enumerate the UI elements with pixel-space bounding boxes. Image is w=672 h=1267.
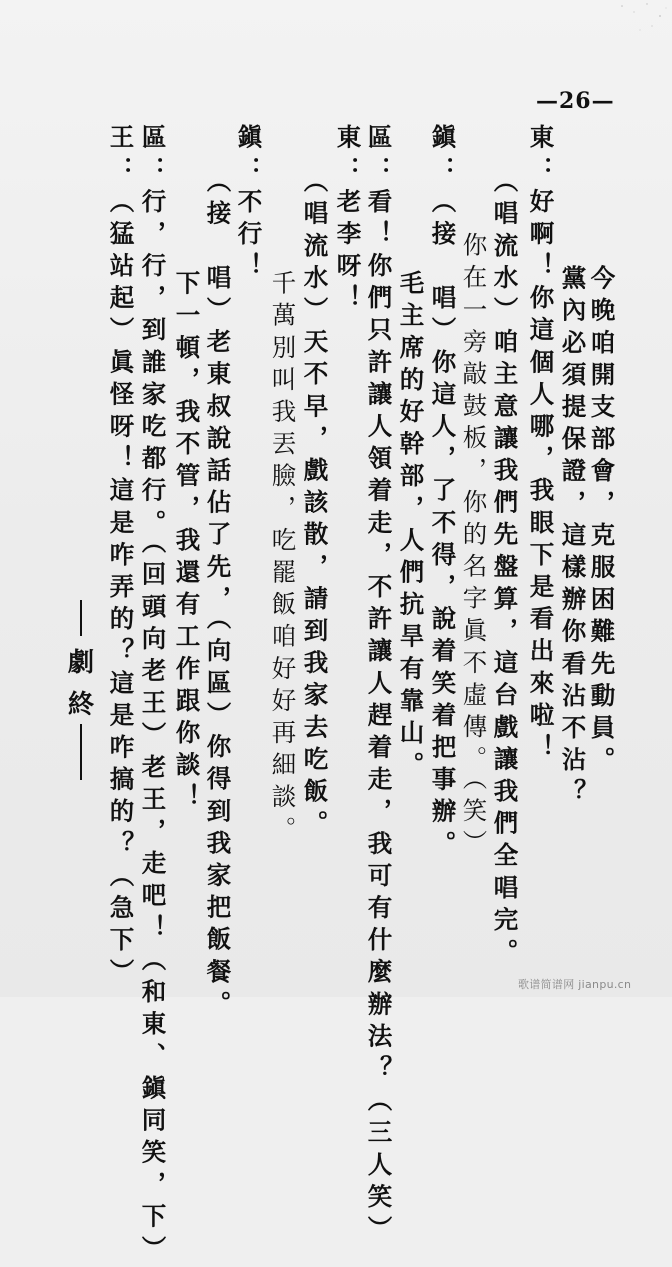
song-line-2: 你在一旁敲鼓板，你的名字眞不虛傳。（笑） [459,232,489,862]
dialogue-wang-1: 王：（猛站起）眞怪呀！這是咋弄的？這是咋搞的？（急下） [106,124,136,991]
end-rule-top [80,600,82,636]
watermark-text: 歌谱简谱网 jianpu.cn [518,978,632,991]
song-line-1: （唱流水）咱主意讓我們先盤算，這台戲讓我們全唱完。 [490,168,520,971]
page-number: —26— [536,88,615,114]
song-line-3: 毛主席的好幹部，人們抗旱有靠山。 [396,270,426,784]
dialogue-zhen-2: 鎭：不行！ [234,124,264,285]
dialogue-zhen-1: 鎭：（接 唱）你這人，了不得，說着笑着把事辦。 [428,124,458,863]
song-line-5: 千萬別叫我丟臉，吃罷飯咱好好再細談。 [268,270,298,848]
dialogue-dong-1: 東：好啊！你這個人哪，我眼下是看出來啦！ [526,124,556,766]
song-line-4: （唱流水）天不早，戲該散，請到我家去吃飯。 [300,168,330,843]
end-of-play-mark [64,600,98,780]
end-char-zhong: 終 [67,690,94,720]
scan-speckle [612,0,672,40]
text-column-1: 今晚咱開支部會，克服困難先動員。 [587,265,617,779]
dialogue-dong-2: 東：老李呀！ [333,124,363,317]
end-rule-bottom [80,724,82,780]
song-line-7: 下一頓，我不管，我還有工作跟你談！ [172,270,202,816]
end-char-ju: 劇 [67,648,94,678]
text-column-2: 黨內必須提保證，這樣辦你看沾不沾？ [558,265,588,811]
dialogue-qu-2: 區：行，行，到誰家吃都行。（回頭向老王）老王，走吧！（和東、鎭同笑，下） [138,124,168,1267]
dialogue-qu-1: 區：看！你們只許讓人領着走，不許讓人趕着走，我可有什麼辦法？（三人笑） [364,124,394,1248]
song-line-6: （接 唱）老東叔說話佔了先，（向區）你得到我家把飯餐。 [203,168,233,1023]
